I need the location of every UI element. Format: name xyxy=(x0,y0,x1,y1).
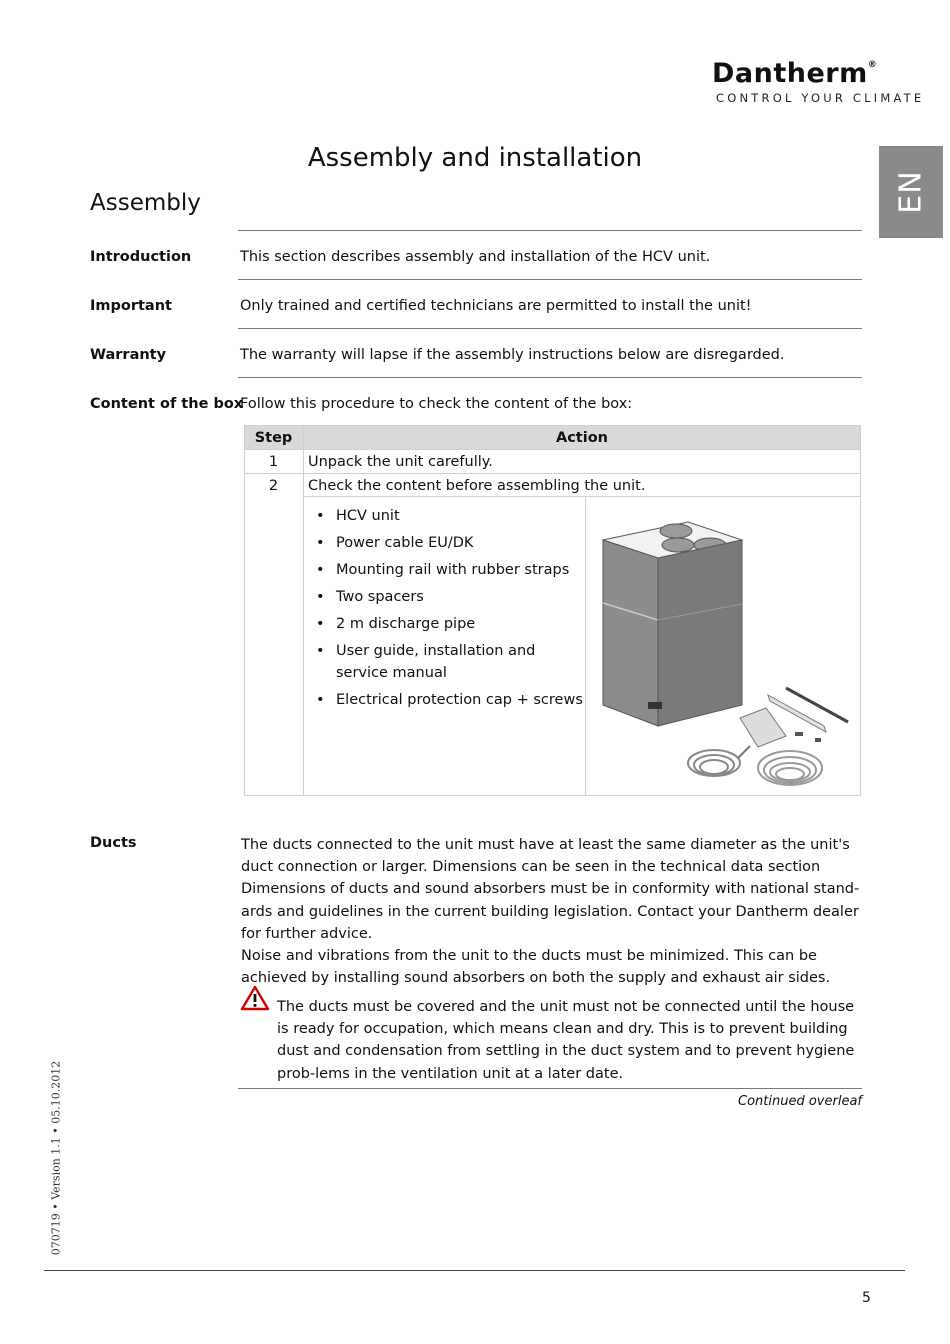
list-item: • HCV unit xyxy=(312,505,587,527)
step-number: 1 xyxy=(268,454,279,470)
divider xyxy=(238,328,862,329)
brand-name: Dantherm xyxy=(712,58,868,89)
section-title: Assembly xyxy=(90,190,201,216)
document-version: 070719 • Version 1.1 • 05.10.2012 xyxy=(49,1060,63,1256)
list-item: • Power cable EU/DK xyxy=(312,532,587,554)
warning-triangle-icon xyxy=(240,985,270,1011)
divider xyxy=(238,1088,862,1089)
page-title: Assembly and installation xyxy=(307,143,643,173)
hcv-unit-illustration xyxy=(590,500,856,792)
step-header: Step xyxy=(254,430,293,446)
important-text: Only trained and certified technicians are permitted to install the unit! xyxy=(240,298,752,314)
ducts-text xyxy=(241,834,866,989)
important-label: Important xyxy=(90,298,172,314)
introduction-label: Introduction xyxy=(90,249,192,265)
warning-text: The ducts must be covered and the unit must not be connected until the house is ready for occupation, which means clean and dry. This is to prevent building dust and condensation from settling in the duct system and to prevent hygiene prob-lems in the ventilation unit at a later date. xyxy=(277,999,855,1082)
continued-overleaf: Continued overleaf xyxy=(738,1094,862,1109)
list-item: • 2 m discharge pipe xyxy=(312,613,587,635)
list-item: • Electrical protection cap + screws xyxy=(312,689,587,711)
list-item: • Two spacers xyxy=(312,586,587,608)
page-number: 5 xyxy=(862,1290,871,1306)
ducts-paragraph: Dimensions of ducts and sound absorbers must be in conformity with national stand-ards and guidelines in the current building legislation. Contact your Dantherm dealer for further advice. xyxy=(241,881,860,942)
step-action: Unpack the unit carefully. xyxy=(308,454,493,470)
table-divider xyxy=(244,473,861,474)
content-of-box-text: Follow this procedure to check the content of the box: xyxy=(240,396,633,412)
table-divider xyxy=(244,449,861,450)
content-of-box-label: Content of the box xyxy=(90,396,244,412)
ducts-paragraph: The ducts connected to the unit must have at least the same diameter as the unit's duct connection or larger. Dimensions can be seen in the technical data section xyxy=(241,837,850,876)
step-action: Check the content before assembling the unit. xyxy=(308,478,646,494)
language-tab-label: EN xyxy=(893,170,929,214)
introduction-text: This section describes assembly and installation of the HCV unit. xyxy=(240,249,711,265)
list-item: • Mounting rail with rubber straps xyxy=(312,559,587,581)
divider xyxy=(238,230,862,231)
table-divider xyxy=(303,496,861,497)
warranty-text: The warranty will lapse if the assembly instructions below are disregarded. xyxy=(240,347,785,363)
action-header: Action xyxy=(555,430,608,446)
table-divider xyxy=(303,425,304,796)
registered-mark: ® xyxy=(867,60,878,70)
ducts-label: Ducts xyxy=(90,835,137,851)
divider xyxy=(238,279,862,280)
list-item: • User guide, installation and service manual xyxy=(312,640,587,684)
ducts-paragraph: Noise and vibrations from the unit to the ducts must be minimized. This can be achieved by installing sound absorbers on both the supply and exhaust air sides. xyxy=(241,948,831,987)
step-number: 2 xyxy=(268,478,279,494)
warranty-label: Warranty xyxy=(90,347,167,363)
brand-logo xyxy=(712,58,877,89)
box-contents-list xyxy=(312,505,587,716)
divider xyxy=(238,377,862,378)
brand-tagline: CONTROL YOUR CLIMATE xyxy=(716,91,925,105)
footer-divider xyxy=(44,1270,905,1271)
